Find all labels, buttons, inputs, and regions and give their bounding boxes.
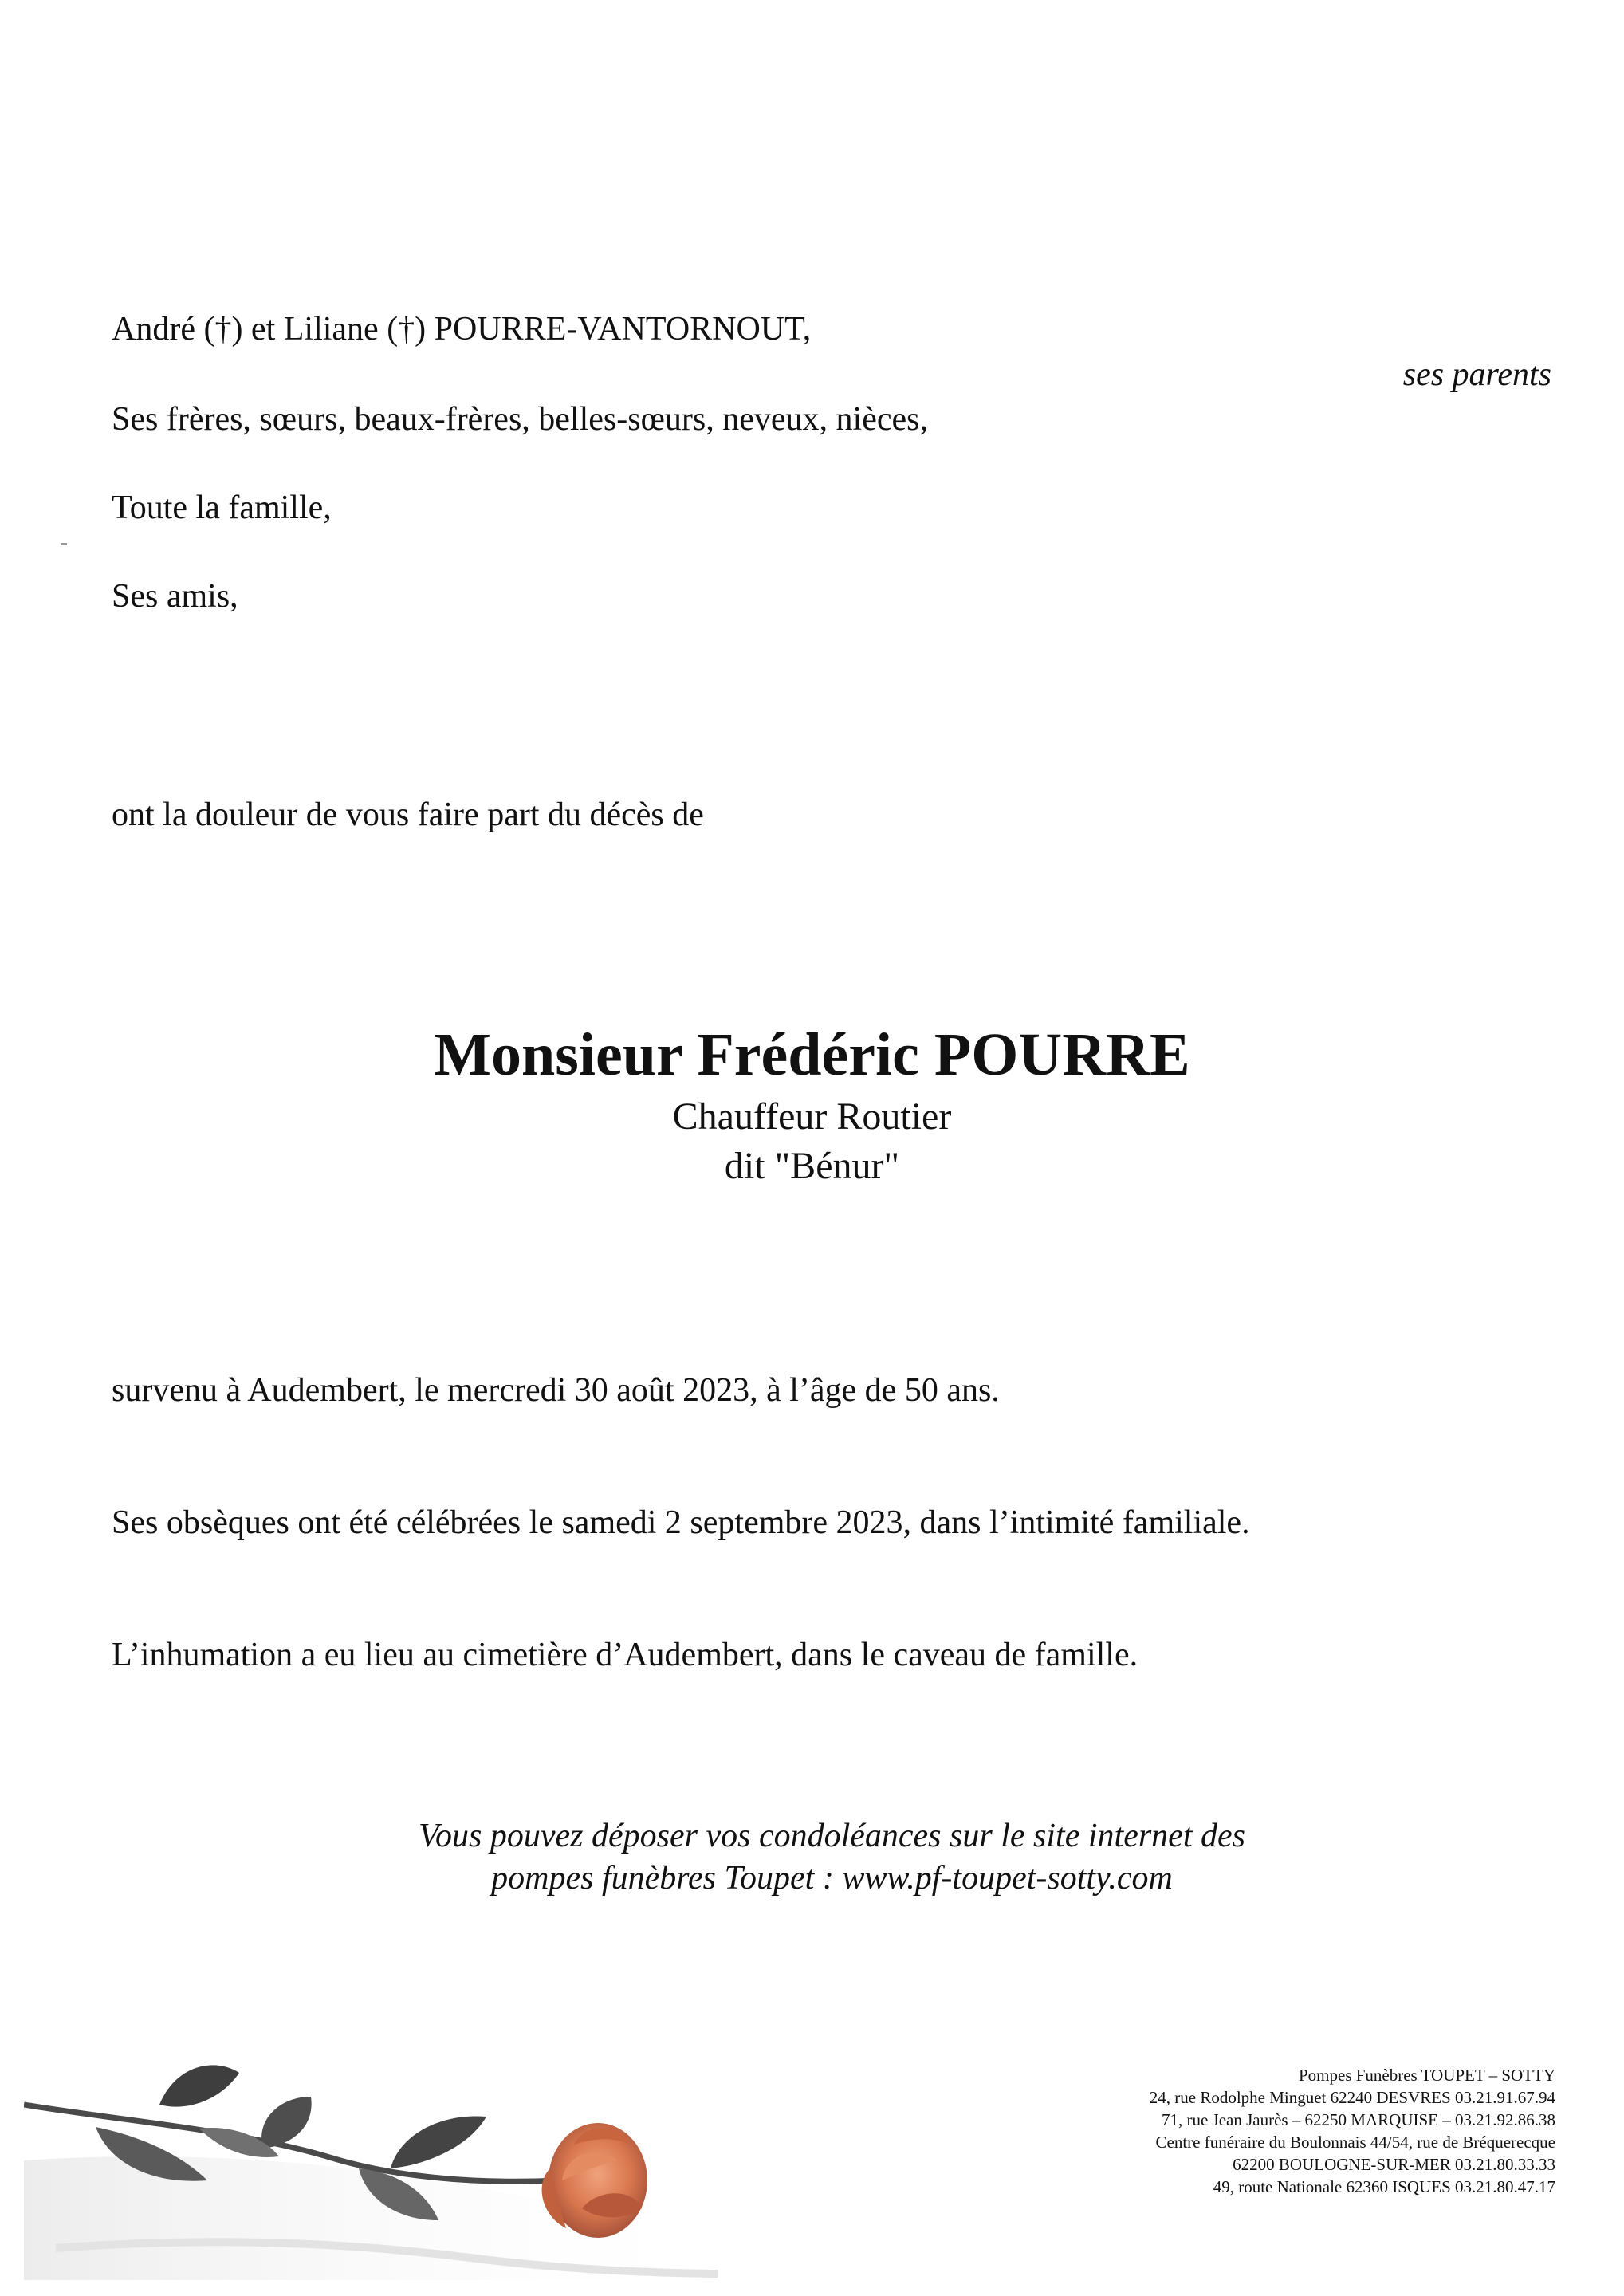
rose-illustration: [24, 2049, 741, 2288]
siblings-line: Ses frères, sœurs, beaux-frères, belles-sœurs, neveux, nièces,: [112, 401, 928, 438]
condolences-line-1: Vous pouvez déposer vos condoléances sur le site internet des: [419, 1818, 1245, 1854]
scan-mark: [61, 543, 67, 545]
rose-bloom: [542, 2123, 647, 2238]
funeral-line: Ses obsèques ont été célébrées le samedi 2 septembre 2023, dans l’intimité familiale.: [112, 1504, 1250, 1541]
parents-role: ses parents: [1402, 356, 1551, 393]
condolences-line-2: pompes funèbres Toupet : www.pf-toupet-sotty.com: [491, 1860, 1173, 1897]
funeral-home-address-4: 62200 BOULOGNE-SUR-MER 03.21.80.33.33: [1233, 2155, 1555, 2174]
leaf: [261, 2097, 312, 2149]
funeral-home-address-1: 24, rue Rodolphe Minguet 62240 DESVRES 03.21.91.67.94: [1149, 2088, 1555, 2107]
leaf: [159, 2065, 239, 2106]
friends-line: Ses amis,: [112, 578, 238, 615]
death-line: survenu à Audembert, le mercredi 30 août 2023, à l’âge de 50 ans.: [112, 1372, 1000, 1409]
parents-line: André (†) et Liliane (†) POURRE-VANTORNOUT,: [112, 311, 812, 348]
funeral-home-address-2: 71, rue Jean Jaurès – 62250 MARQUISE – 03.21.92.86.38: [1161, 2110, 1555, 2129]
funeral-home-address-3: Centre funéraire du Boulonnais 44/54, rue de Bréquerecque: [1155, 2133, 1555, 2152]
deceased-name: Monsieur Frédéric POURRE: [434, 1021, 1190, 1088]
deceased-profession: Chauffeur Routier: [672, 1095, 952, 1138]
funeral-home-address-5: 49, route Nationale 62360 ISQUES 03.21.80.47.17: [1213, 2177, 1555, 2196]
funeral-home-name: Pompes Funèbres TOUPET – SOTTY: [1298, 2066, 1555, 2085]
announcement-line: ont la douleur de vous faire part du décès de: [112, 796, 704, 833]
leaf: [391, 2116, 486, 2168]
deceased-nickname: dit "Bénur": [724, 1145, 900, 1187]
family-line: Toute la famille,: [112, 489, 332, 526]
burial-line: L’inhumation a eu lieu au cimetière d’Audembert, dans le caveau de famille.: [112, 1637, 1138, 1673]
